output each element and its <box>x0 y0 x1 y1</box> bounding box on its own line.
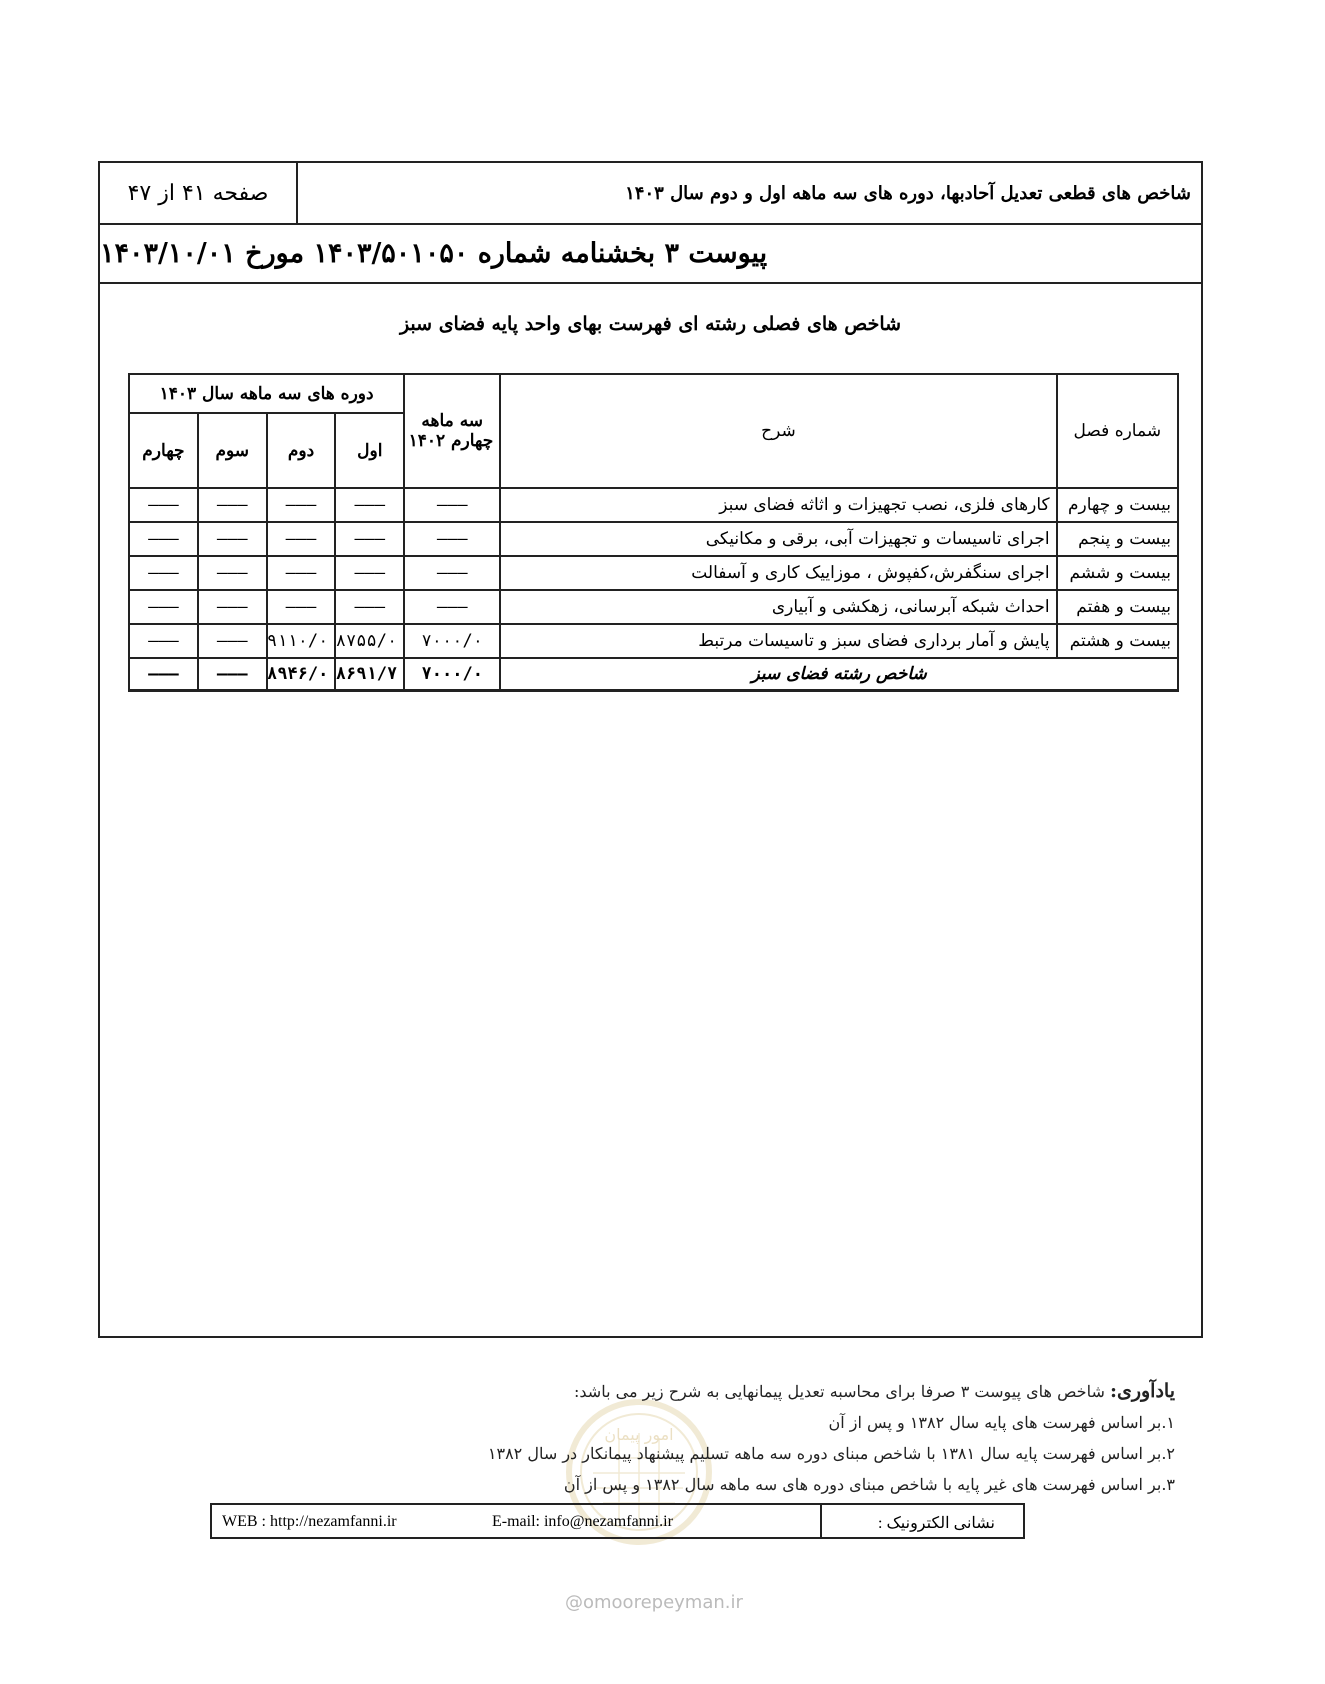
cell-q2: ——— <box>267 522 336 556</box>
cell-q1: ——— <box>335 522 404 556</box>
notes-intro: شاخص های پیوست ۳ صرفا برای محاسبه تعدیل پیمانهایی به شرح زیر می باشد: <box>574 1382 1105 1401</box>
cell-q2: ——— <box>267 590 336 624</box>
cell-q3: ——— <box>198 522 267 556</box>
page-number: صفحه ۴۱ از ۴۷ <box>100 163 298 223</box>
cell-q2: ۹۱۱۰/۰ <box>267 624 336 658</box>
header-q3: سوم <box>198 413 267 488</box>
document-title: شاخص های قطعی تعدیل آحادبها، دوره های سه ماهه اول و دوم سال ۱۴۰۳ <box>625 182 1191 204</box>
watermark: @omoorepeyman.ir <box>565 1592 743 1613</box>
cell-description: اجرای سنگفرش،کفپوش ، موزاییک کاری و آسفالت <box>500 556 1056 590</box>
page-frame <box>98 161 1203 1338</box>
table-row <box>129 624 1178 658</box>
header-description: شرح <box>500 374 1056 488</box>
header-q4: چهارم <box>129 413 198 488</box>
cell-chapter: بیست و چهارم <box>1057 488 1178 522</box>
table-row <box>129 590 1178 624</box>
header-row <box>100 163 1201 225</box>
cell-chapter: بیست و پنجم <box>1057 522 1178 556</box>
cell-q3: ——— <box>198 624 267 658</box>
total-previous: ۷۰۰۰/۰ <box>404 658 500 690</box>
cell-q3: ——— <box>198 590 267 624</box>
cell-chapter: بیست و ششم <box>1057 556 1178 590</box>
header-previous-quarter <box>404 374 500 488</box>
cell-q4: ——— <box>129 590 198 624</box>
total-q3: ——— <box>198 658 267 690</box>
annex-title-row <box>100 225 1201 284</box>
cell-q4: ——— <box>129 624 198 658</box>
cell-q4: ——— <box>129 522 198 556</box>
cell-chapter: بیست و هفتم <box>1057 590 1178 624</box>
cell-q2: ——— <box>267 556 336 590</box>
cell-q1: ۸۷۵۵/۰ <box>335 624 404 658</box>
cell-q3: ——— <box>198 488 267 522</box>
cell-chapter: بیست و هشتم <box>1057 624 1178 658</box>
cell-q1: ——— <box>335 488 404 522</box>
table-row <box>129 488 1178 522</box>
email-link[interactable]: E-mail: info@nezamfanni.ir <box>492 1513 673 1530</box>
header-q2: دوم <box>267 413 336 488</box>
contact-box <box>210 1503 1025 1539</box>
table-row <box>129 522 1178 556</box>
cell-description: کارهای فلزی، نصب تجهیزات و اثاثه فضای سبز <box>500 488 1056 522</box>
stamp-text: امور پیمان <box>604 1425 674 1444</box>
cell-q4: ——— <box>129 556 198 590</box>
cell-q4: ——— <box>129 488 198 522</box>
section-title: شاخص های فصلی رشته ای فهرست بهای واحد پایه فضای سبز <box>399 313 902 335</box>
notes-intro-line <box>488 1376 1175 1407</box>
header-quarters-group: دوره های سه ماهه سال ۱۴۰۳ <box>129 374 404 413</box>
index-table <box>128 373 1179 692</box>
header-previous-quarter-line2: چهارم ۱۴۰۲ <box>408 431 494 451</box>
cell-previous: ۷۰۰۰/۰ <box>404 624 500 658</box>
note-item: ۱.بر اساس فهرست های پایه سال ۱۳۸۲ و پس از آن <box>828 1413 1175 1432</box>
note-item: ۲.بر اساس فهرست پایه سال ۱۳۸۱ با شاخص مبنای دوره سه ماهه تسلیم پیشنهاد پیمانکار در سال ۱۳۸۲ <box>487 1444 1175 1463</box>
header-chapter: شماره فصل <box>1057 374 1178 488</box>
website-link[interactable]: WEB : http://nezamfanni.ir <box>222 1513 397 1530</box>
cell-q2: ——— <box>267 488 336 522</box>
cell-description: احداث شبکه آبرسانی، زهکشی و آبیاری <box>500 590 1056 624</box>
notes-lead: یادآوری: <box>1109 1380 1175 1402</box>
cell-q1: ——— <box>335 556 404 590</box>
cell-q3: ——— <box>198 556 267 590</box>
cell-previous: ——— <box>404 556 500 590</box>
total-q4: ——— <box>129 658 198 690</box>
table-row <box>129 556 1178 590</box>
header-q1: اول <box>335 413 404 488</box>
cell-previous: ——— <box>404 522 500 556</box>
cell-previous: ——— <box>404 488 500 522</box>
contact-label: نشانی الکترونیک : <box>878 1515 995 1532</box>
cell-q1: ——— <box>335 590 404 624</box>
note-item: ۳.بر اساس فهرست های غیر پایه با شاخص مبنای دوره های سه ماهه سال ۱۳۸۲ و پس از آن <box>563 1475 1175 1494</box>
cell-description: پایش و آمار برداری فضای سبز و تاسیسات مرتبط <box>500 624 1056 658</box>
cell-previous: ——— <box>404 590 500 624</box>
notes <box>488 1376 1175 1500</box>
total-q2: ۸۹۴۶/۰ <box>267 658 336 690</box>
header-previous-quarter-line1: سه ماهه <box>421 411 484 431</box>
cell-description: اجرای تاسیسات و تجهیزات آبی، برقی و مکانیکی <box>500 522 1056 556</box>
contact-links <box>212 1505 822 1537</box>
total-label: شاخص رشته فضای سبز <box>500 658 1178 690</box>
total-q1: ۸۶۹۱/۷ <box>335 658 404 690</box>
annex-title: پیوست ۳ بخشنامه شماره ۱۴۰۳/۵۰۱۰۵۰ مورخ ۱۴۰۳/۱۰/۰۱ <box>100 238 768 269</box>
total-row <box>129 658 1178 690</box>
